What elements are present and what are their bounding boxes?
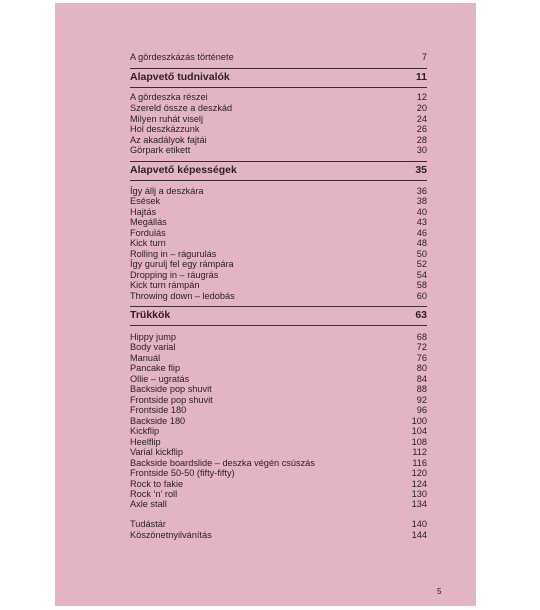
toc-entry: [130, 499, 427, 510]
toc-entry-label: Hol deszkázzunk: [130, 124, 200, 134]
toc-entry-label: Az akadályok fajtái: [130, 135, 207, 145]
toc-entry-label: Köszönetnyilvánítás: [130, 530, 212, 540]
toc-entry: [130, 92, 427, 103]
toc-entry-page: 140: [411, 519, 427, 529]
toc-entry-page: 76: [416, 353, 427, 363]
toc-entry-page: 88: [416, 384, 427, 394]
toc-entry: [130, 52, 427, 63]
toc-entry-label: Manuál: [130, 353, 161, 363]
toc-entry: [130, 196, 427, 207]
toc-entry-page: 100: [411, 416, 427, 426]
toc-entry-label: Pancake flip: [130, 363, 181, 373]
toc-entry: [130, 519, 427, 530]
toc-entry: [130, 124, 427, 135]
toc-entry-page: 120: [411, 468, 427, 478]
toc-entry-label: Fordulás: [130, 228, 166, 238]
toc-entry-label: Rock to fakie: [130, 479, 184, 489]
toc-entry-label: Body varial: [130, 342, 176, 352]
section-page: 35: [415, 164, 427, 176]
toc-entry-label: Kick turn: [130, 238, 166, 248]
toc-entry: [130, 363, 427, 374]
toc-entry: [130, 530, 427, 541]
toc-entry-label: Megállás: [130, 217, 167, 227]
toc-entry: [130, 280, 427, 291]
toc-entry: [130, 145, 427, 156]
toc-entry-label: Rolling in – rágurulás: [130, 249, 217, 259]
toc-entry-page: 80: [416, 363, 427, 373]
toc-entry-page: 130: [411, 489, 427, 499]
toc-entry-label: Heelflip: [130, 437, 161, 447]
toc-entry-page: 7: [421, 52, 427, 62]
toc-entry-page: 24: [416, 114, 427, 124]
toc-entry-label: Frontside pop shuvit: [130, 395, 213, 405]
toc-entry-label: Backside 180: [130, 416, 186, 426]
toc-entry-label: Throwing down – ledobás: [130, 291, 235, 301]
toc-entry-label: Hajtás: [130, 207, 157, 217]
toc-entry-page: 46: [416, 228, 427, 238]
toc-entry-label: Axle stall: [130, 499, 167, 509]
toc-entry-page: 43: [416, 217, 427, 227]
section-rule: [130, 87, 427, 88]
section-title: Trükkök: [130, 309, 171, 321]
section-heading: [130, 309, 427, 322]
toc-entry: [130, 259, 427, 270]
toc-entry-page: 60: [416, 291, 427, 301]
toc-entry: [130, 447, 427, 458]
toc-entry: [130, 342, 427, 353]
toc-entry: [130, 405, 427, 416]
toc-entry-page: 26: [416, 124, 427, 134]
section-rule: [130, 161, 427, 162]
toc-entry-label: Dropping in – ráugrás: [130, 270, 219, 280]
toc-entry-label: Kick turn rámpán: [130, 280, 200, 290]
toc-entry: [130, 384, 427, 395]
section-title: Alapvető tudnivalók: [130, 71, 230, 83]
toc-entry-label: Kickflip: [130, 426, 160, 436]
toc-entry-page: 112: [412, 447, 427, 457]
toc-entry-label: Így gurulj fel egy rámpára: [130, 259, 234, 269]
toc-entry-label: Tudástár: [130, 519, 166, 529]
toc-entry-page: 38: [416, 196, 427, 206]
toc-entry-page: 48: [416, 238, 427, 248]
section-rule: [130, 180, 427, 181]
section-title: Alapvető képességek: [130, 164, 237, 176]
toc-entry-page: 36: [416, 186, 427, 196]
toc-entry-label: A gördeszka részei: [130, 92, 208, 102]
section-rule: [130, 306, 427, 307]
toc-entry: [130, 468, 427, 479]
section-rule: [130, 68, 427, 69]
toc-entry-page: 28: [416, 135, 427, 145]
toc-entry-page: 30: [416, 145, 427, 155]
toc-entry-label: Frontside 180: [130, 405, 187, 415]
toc-entry-page: 72: [416, 342, 427, 352]
toc-entry-page: 68: [416, 332, 427, 342]
page-number: 5: [437, 587, 442, 596]
toc-entry-page: 104: [411, 426, 427, 436]
toc-entry: [130, 426, 427, 437]
toc-entry-page: 134: [411, 499, 427, 509]
toc-entry-page: 92: [416, 395, 427, 405]
toc-entry-page: 54: [416, 270, 427, 280]
section-heading: [130, 164, 427, 177]
toc-entry-label: Szereld össze a deszkád: [130, 103, 233, 113]
toc-entry: [130, 217, 427, 228]
toc-entry-page: 96: [416, 405, 427, 415]
toc-entry-label: Frontside 50-50 (fifty-fifty): [130, 468, 235, 478]
section-page: 11: [415, 71, 427, 83]
toc-entry: [130, 103, 427, 114]
toc-entry-label: Ollie – ugratás: [130, 374, 190, 384]
toc-entry-page: 40: [416, 207, 427, 217]
toc-entry-label: Rock ‘n’ roll: [130, 489, 178, 499]
toc-entry-page: 124: [411, 479, 427, 489]
toc-entry-page: 108: [411, 437, 427, 447]
toc-entry-label: Varial kickflip: [130, 447, 183, 457]
toc-entry-page: 116: [412, 458, 427, 468]
toc-entry-page: 20: [416, 103, 427, 113]
toc-entry-page: 50: [416, 249, 427, 259]
toc-entry-label: Hippy jump: [130, 332, 176, 342]
toc-entry-label: Esések: [130, 196, 161, 206]
toc-entry-page: 144: [411, 530, 427, 540]
toc-entry-label: Backside pop shuvit: [130, 384, 212, 394]
toc-entry: [130, 238, 427, 249]
toc-entry-page: 58: [416, 280, 427, 290]
toc-entry: [130, 291, 427, 302]
toc-entry-page: 52: [416, 259, 427, 269]
toc-entry-label: Görpark etikett: [130, 145, 191, 155]
toc-entry-page: 12: [416, 92, 427, 102]
section-heading: [130, 71, 427, 84]
section-page: 63: [415, 309, 427, 321]
toc-entry-page: 84: [416, 374, 427, 384]
toc-entry-label: Backside boardslide – deszka végén csúszás: [130, 458, 315, 468]
toc-entry-label: Milyen ruhát viselj: [130, 114, 204, 124]
section-rule: [130, 325, 427, 326]
toc-entry-label: A gördeszkázás története: [130, 52, 234, 62]
toc-entry-label: Így állj a deszkára: [130, 186, 204, 196]
